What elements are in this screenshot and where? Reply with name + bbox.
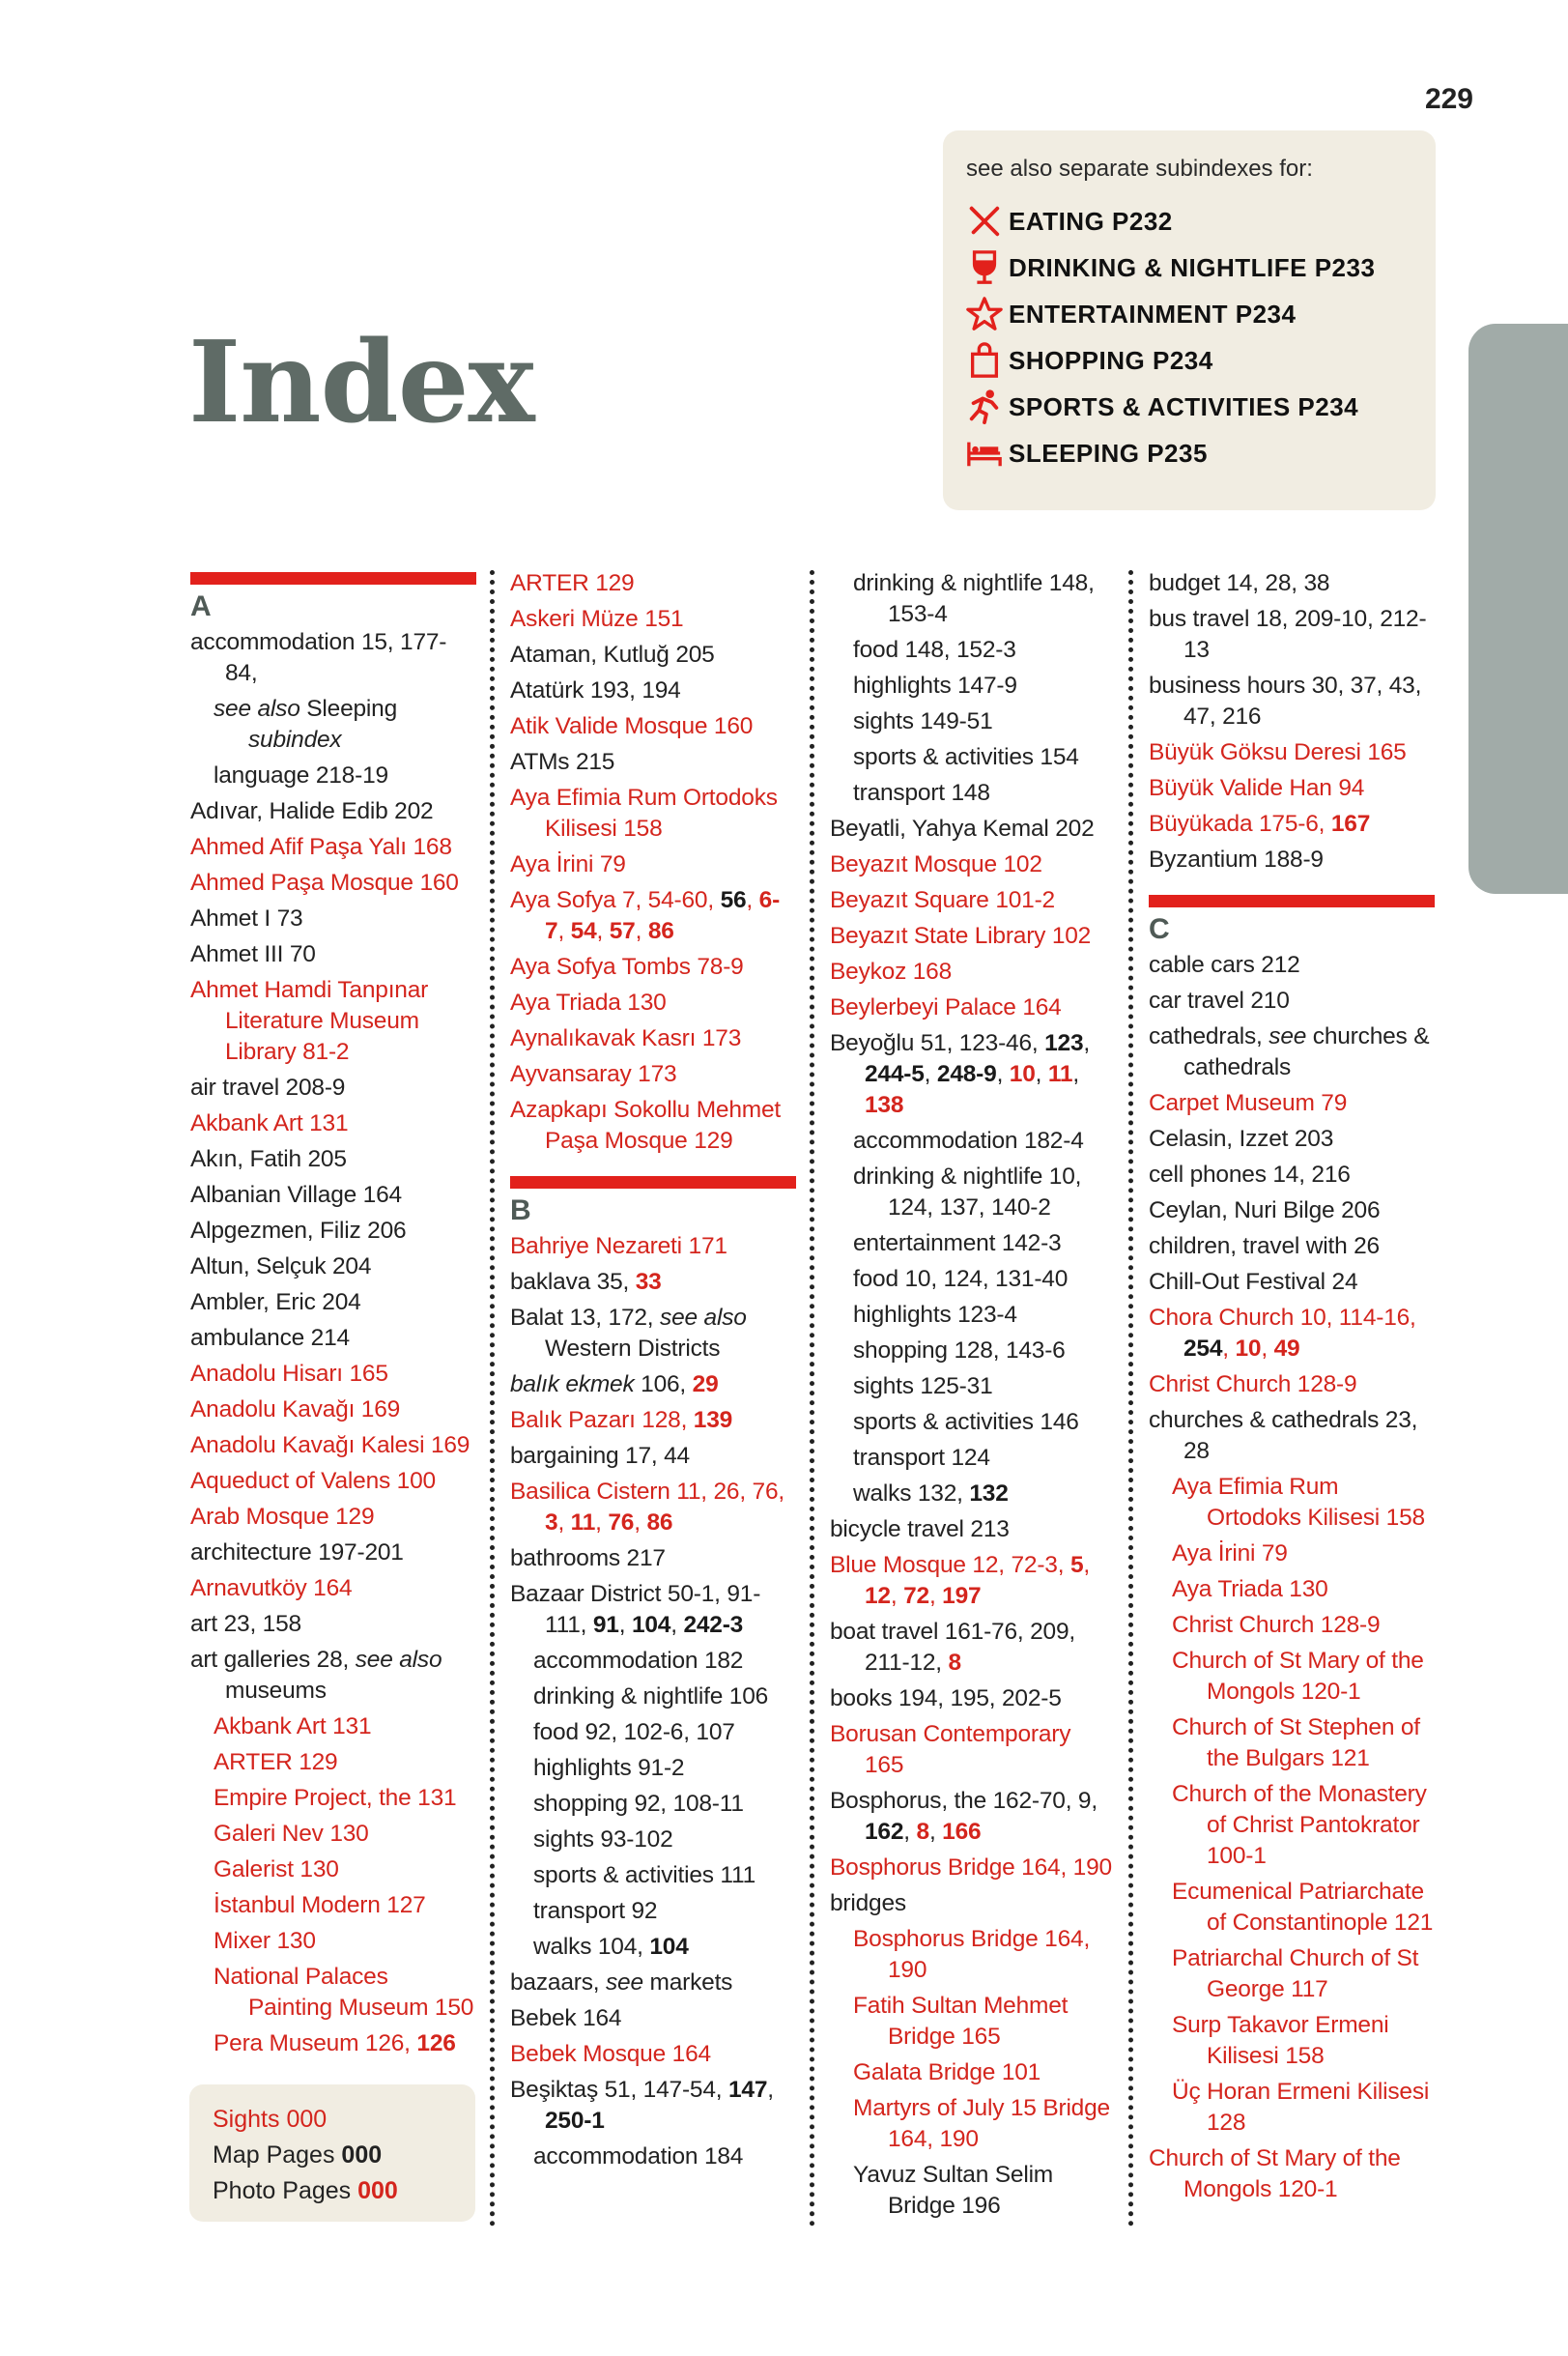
index-entry: balık ekmek 106, 29 — [510, 1371, 719, 1397]
index-entry: Ataman, Kutluğ 205 — [510, 642, 715, 668]
subindex-eating[interactable] — [966, 198, 1411, 244]
index-subentry: food 10, 124, 131-40 — [853, 1266, 1069, 1292]
index-subentry: entertainment 142-3 — [853, 1230, 1062, 1256]
index-subentry: Bosphorus Bridge 164, 190 — [853, 1926, 1091, 1983]
index-subentry: Mixer 130 — [214, 1928, 316, 1954]
shopping-icon — [966, 341, 1009, 380]
index-subentry: drinking & nightlife 10, 124, 137, 140-2 — [853, 1164, 1082, 1221]
index-entry: Aya Efimia Rum Ortodoks Kilisesi 158 — [510, 785, 778, 842]
index-subentry: Empire Project, the 131 — [214, 1785, 457, 1811]
index-subentry: Aya İrini 79 — [1172, 1540, 1288, 1566]
letter-rule — [190, 572, 476, 585]
letter-rule — [510, 1176, 796, 1189]
index-subentry: accommodation 182-4 — [853, 1128, 1084, 1154]
index-entry: Borusan Contemporary 165 — [830, 1721, 1071, 1778]
index-entry: Anadolu Hisarı 165 — [190, 1361, 388, 1387]
index-subentry: shopping 92, 108-11 — [533, 1791, 744, 1817]
index-entry: bathrooms 217 — [510, 1545, 666, 1571]
eating-icon — [966, 202, 1009, 241]
index-column-2 — [510, 568, 796, 2177]
sports-icon — [966, 388, 1009, 426]
index-subentry: Üç Horan Ermeni Kilisesi 128 — [1172, 2079, 1430, 2136]
legend-box — [189, 2084, 475, 2222]
index-entry: Altun, Selçuk 204 — [190, 1253, 372, 1279]
index-entry: bargaining 17, 44 — [510, 1443, 690, 1469]
subindex-label: DRINKING & NIGHTLIFE P233 — [1009, 252, 1376, 282]
index-entry: Atatürk 193, 194 — [510, 677, 681, 704]
subindex-label: SPORTS & ACTIVITIES P234 — [1009, 391, 1359, 421]
index-subentry: accommodation 184 — [533, 2143, 744, 2169]
index-subentry: highlights 91-2 — [533, 1755, 685, 1781]
index-subentry: sports & activities 146 — [853, 1409, 1079, 1435]
index-subentry: Yavuz Sultan Selim Bridge 196 — [853, 2162, 1054, 2219]
index-subentry: walks 104, 104 — [533, 1934, 689, 1960]
index-entry: architecture 197-201 — [190, 1539, 404, 1566]
legend-sights: Sights 000 — [213, 2106, 328, 2133]
index-entry: Alpgezmen, Filiz 206 — [190, 1218, 407, 1244]
index-subentry: accommodation 182 — [533, 1648, 744, 1674]
index-entry: cable cars 212 — [1149, 952, 1300, 978]
index-entry: Arab Mosque 129 — [190, 1504, 375, 1530]
index-entry: Beylerbeyi Palace 164 — [830, 994, 1062, 1020]
index-entry: Adıvar, Halide Edib 202 — [190, 798, 434, 824]
index-entry: Chora Church 10, 114-16, 254, 10, 49 — [1149, 1305, 1416, 1362]
index-subentry: sports & activities 154 — [853, 744, 1079, 770]
subindex-label: SHOPPING P234 — [1009, 345, 1213, 375]
index-entry: Ambler, Eric 204 — [190, 1289, 361, 1315]
index-entry: Balık Pazarı 128, 139 — [510, 1407, 733, 1433]
subindex-sports[interactable] — [966, 384, 1411, 430]
subindex-box — [943, 130, 1436, 510]
index-entry: Aya İrini 79 — [510, 851, 626, 877]
index-entry: Bebek 164 — [510, 2005, 622, 2031]
index-entry: Ceylan, Nuri Bilge 206 — [1149, 1197, 1381, 1223]
index-entry: bicycle travel 213 — [830, 1516, 1010, 1542]
index-entry: Anadolu Kavağı Kalesi 169 — [190, 1432, 470, 1458]
index-entry: business hours 30, 37, 43, 47, 216 — [1149, 673, 1422, 730]
index-entry: ATMs 215 — [510, 749, 615, 775]
subindex-label: EATING P232 — [1009, 206, 1173, 236]
thumb-tab — [1468, 324, 1568, 894]
index-entry: Beyatli, Yahya Kemal 202 — [830, 816, 1095, 842]
letter-heading: C — [1149, 913, 1170, 945]
index-subentry: İstanbul Modern 127 — [214, 1892, 426, 1918]
index-subentry: Aya Triada 130 — [1172, 1576, 1328, 1602]
index-entry: Ahmet III 70 — [190, 941, 316, 967]
index-subentry: Church of St Stephen of the Bulgars 121 — [1172, 1714, 1420, 1771]
index-entry: Beykoz 168 — [830, 959, 953, 985]
index-entry: Beyazıt Square 101-2 — [830, 887, 1055, 913]
page-number: 229 — [1424, 83, 1473, 115]
index-entry: Atik Valide Mosque 160 — [510, 713, 754, 739]
index-subentry: Galata Bridge 101 — [853, 2059, 1041, 2085]
index-subentry: Surp Takavor Ermeni Kilisesi 158 — [1172, 2012, 1389, 2069]
drinking-icon — [966, 248, 1009, 287]
index-subentry: drinking & nightlife 106 — [533, 1683, 769, 1710]
index-entry: churches & cathedrals 23, 28 — [1149, 1407, 1418, 1464]
index-entry: Beyazıt State Library 102 — [830, 923, 1092, 949]
letter-heading: B — [510, 1194, 531, 1226]
index-entry: car travel 210 — [1149, 988, 1290, 1014]
index-column-4 — [1149, 568, 1435, 2210]
index-column-3 — [830, 568, 1116, 2227]
index-subentry: sights 149-51 — [853, 708, 993, 734]
index-entry: Albanian Village 164 — [190, 1182, 402, 1208]
index-subentry: transport 92 — [533, 1898, 658, 1924]
index-entry: Askeri Müze 151 — [510, 606, 684, 632]
index-subentry: walks 132, 132 — [853, 1480, 1009, 1507]
index-entry: art galleries 28, see also museums — [190, 1647, 442, 1704]
index-entry: Chill-Out Festival 24 — [1149, 1269, 1358, 1295]
index-entry: Büyük Göksu Deresi 165 — [1149, 739, 1407, 765]
index-entry: cell phones 14, 216 — [1149, 1162, 1351, 1188]
index-entry: Blue Mosque 12, 72-3, 5, 12, 72, 197 — [830, 1552, 1090, 1609]
subindex-label: ENTERTAINMENT P234 — [1009, 299, 1297, 329]
index-subentry: transport 148 — [853, 780, 990, 806]
index-subentry: sports & activities 111 — [533, 1862, 756, 1888]
index-entry: Beşiktaş 51, 147-54, 147, 250-1 — [510, 2077, 774, 2134]
index-subentry: Church of St Mary of the Mongols 120-1 — [1172, 1648, 1424, 1705]
index-entry: Arnavutköy 164 — [190, 1575, 353, 1601]
index-entry: Byzantium 188-9 — [1149, 847, 1324, 873]
column-divider — [810, 570, 814, 2227]
column-divider — [490, 570, 495, 2227]
index-entry: budget 14, 28, 38 — [1149, 570, 1330, 596]
index-entry: Church of St Mary of the Mongols 120-1 — [1149, 2145, 1401, 2202]
subindex-entertainment[interactable] — [966, 291, 1411, 337]
index-entry: Bebek Mosque 164 — [510, 2041, 711, 2067]
index-subentry: Fatih Sultan Mehmet Bridge 165 — [853, 1993, 1069, 2050]
index-subentry: Galeri Nev 130 — [214, 1821, 369, 1847]
subindex-intro: see also separate subindexes for: — [966, 156, 1313, 182]
index-entry: Aya Triada 130 — [510, 990, 667, 1016]
subindex-label: SLEEPING P235 — [1009, 438, 1208, 468]
index-entry: Celasin, Izzet 203 — [1149, 1126, 1334, 1152]
letter-rule — [1149, 895, 1435, 907]
legend-photo: Photo Pages 000 — [213, 2177, 398, 2204]
index-entry: baklava 35, 33 — [510, 1269, 662, 1295]
index-entry: Aya Sofya 7, 54-60, 56, 6-7, 54, 57, 86 — [510, 887, 781, 944]
index-entry: art 23, 158 — [190, 1611, 301, 1637]
index-entry: Bosphorus Bridge 164, 190 — [830, 1854, 1112, 1881]
index-entry: Ahmed Paşa Mosque 160 — [190, 870, 459, 896]
entertainment-icon — [966, 295, 1009, 333]
index-entry: Akın, Fatih 205 — [190, 1146, 347, 1172]
index-entry: Ahmet Hamdi Tanpınar Literature Museum Library 81-2 — [190, 977, 429, 1065]
index-subentry: Christ Church 128-9 — [1172, 1612, 1381, 1638]
index-subentry: drinking & nightlife 148, 153-4 — [853, 570, 1095, 627]
index-entry: Bahriye Nezareti 171 — [510, 1233, 727, 1259]
sleeping-icon — [966, 434, 1009, 473]
index-entry: Aynalıkavak Kasrı 173 — [510, 1025, 742, 1051]
index-entry: accommodation 15, 177-84, — [190, 629, 447, 686]
index-subentry: sights 125-31 — [853, 1373, 993, 1399]
index-subentry: language 218-19 — [214, 762, 388, 789]
index-subentry: Martyrs of July 15 Bridge 164, 190 — [853, 2095, 1110, 2152]
letter-heading: A — [190, 590, 212, 622]
index-entry: ambulance 214 — [190, 1325, 350, 1351]
index-subentry: sights 93-102 — [533, 1826, 673, 1853]
index-subentry: highlights 123-4 — [853, 1302, 1017, 1328]
index-entry: Ahmet I 73 — [190, 905, 303, 932]
index-entry: Bosphorus, the 162-70, 9, 162, 8, 166 — [830, 1788, 1098, 1845]
index-subentry: food 148, 152-3 — [853, 637, 1016, 663]
index-entry: Ayvansaray 173 — [510, 1061, 677, 1087]
index-entry: bridges — [830, 1890, 906, 1916]
page-title: Index — [188, 317, 534, 448]
index-entry: bus travel 18, 209-10, 212-13 — [1149, 606, 1427, 663]
index-entry: Büyük Valide Han 94 — [1149, 775, 1365, 801]
index-subentry: Galerist 130 — [214, 1856, 339, 1882]
index-subentry: National Palaces Painting Museum 150 — [214, 1964, 474, 2021]
index-entry: books 194, 195, 202-5 — [830, 1685, 1062, 1711]
index-entry: air travel 208-9 — [190, 1075, 346, 1101]
index-entry: Anadolu Kavağı 169 — [190, 1396, 401, 1422]
index-entry: Azapkapı Sokollu Mehmet Paşa Mosque 129 — [510, 1097, 782, 1154]
index-entry: Aya Sofya Tombs 78-9 — [510, 954, 744, 980]
index-entry: Beyoğlu 51, 123-46, 123, 244-5, 248-9, 10, 11, 138 — [830, 1030, 1091, 1118]
subindex-drinking[interactable] — [966, 244, 1411, 291]
index-entry: Büyükada 175-6, 167 — [1149, 811, 1371, 837]
index-subentry: shopping 128, 143-6 — [853, 1337, 1066, 1364]
index-entry: boat travel 161-76, 209, 211-12, 8 — [830, 1619, 1075, 1676]
index-entry: Beyazıt Mosque 102 — [830, 851, 1042, 877]
index-entry: cathedrals, see churches & cathedrals — [1149, 1023, 1430, 1080]
index-entry: Carpet Museum 79 — [1149, 1090, 1348, 1116]
subindex-shopping[interactable] — [966, 337, 1411, 384]
index-entry: Aqueduct of Valens 100 — [190, 1468, 436, 1494]
index-entry: Akbank Art 131 — [190, 1110, 349, 1136]
index-entry: bazaars, see markets — [510, 1969, 733, 1996]
index-subentry: food 92, 102-6, 107 — [533, 1719, 735, 1745]
index-subentry: Pera Museum 126, 126 — [214, 2030, 456, 2056]
index-subentry: Ecumenical Patriarchate of Constantinople 121 — [1172, 1879, 1434, 1936]
subindex-sleeping[interactable] — [966, 430, 1411, 476]
index-entry: Ahmed Afif Paşa Yalı 168 — [190, 834, 452, 860]
index-entry: ARTER 129 — [510, 570, 635, 596]
index-column-1 — [190, 568, 476, 2064]
column-divider — [1128, 570, 1133, 2227]
index-subentry: Patriarchal Church of St George 117 — [1172, 1945, 1419, 2002]
index-entry: Balat 13, 172, see also Western Districts — [510, 1305, 747, 1362]
index-subentry: see also Sleeping subindex — [214, 696, 398, 753]
index-entry: children, travel with 26 — [1149, 1233, 1380, 1259]
index-subentry: transport 124 — [853, 1445, 990, 1471]
index-subentry: ARTER 129 — [214, 1749, 338, 1775]
index-subentry: Akbank Art 131 — [214, 1713, 372, 1739]
index-entry: Christ Church 128-9 — [1149, 1371, 1357, 1397]
index-subentry: highlights 147-9 — [853, 673, 1017, 699]
legend-map: Map Pages 000 — [213, 2141, 383, 2169]
index-subentry: Aya Efimia Rum Ortodoks Kilisesi 158 — [1172, 1474, 1425, 1531]
index-entry: Bazaar District 50-1, 91-111, 91, 104, 242-3 — [510, 1581, 761, 1638]
index-entry: Basilica Cistern 11, 26, 76, 3, 11, 76, 86 — [510, 1479, 785, 1536]
index-subentry: Church of the Monastery of Christ Pantokrator 100-1 — [1172, 1781, 1427, 1869]
